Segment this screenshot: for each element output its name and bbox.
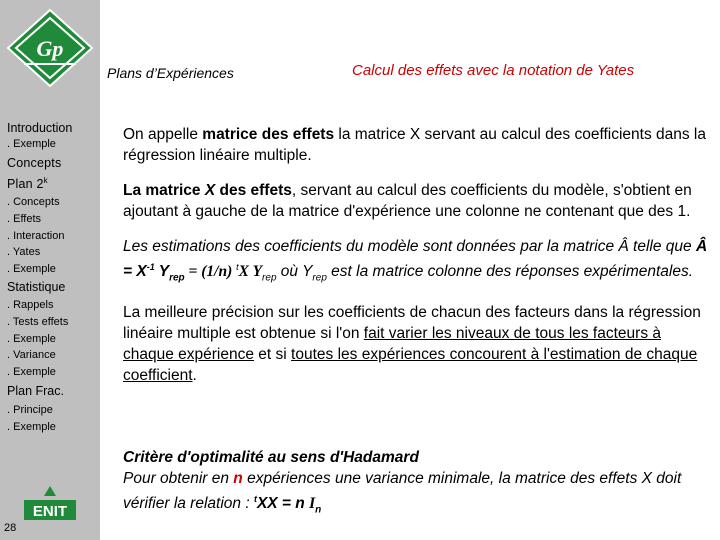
page-number: 28 — [4, 522, 17, 534]
paragraph-precision: La meilleure précision sur les coefficients de chacun des facteurs dans la régression linéaire multiple est obtenue si l'on fait varier les niveaux de tous les facteurs à chaque expérience et si toutes les expériences concourent à l'estimation de chaque coefficient. — [123, 304, 701, 385]
sidebar-item-plan-frac[interactable]: Plan Frac. — [7, 383, 64, 398]
sidebar-item-introduction[interactable]: Introduction — [7, 121, 73, 135]
sidebar-item-concepts[interactable]: . Concepts — [7, 195, 60, 208]
sidebar-item-exemple[interactable]: . Exemple — [7, 420, 56, 433]
sidebar-item-concepts-title[interactable]: Concepts — [7, 155, 62, 170]
paragraph-estimations: Les estimations des coefficients du modèle sont données par la matrice Â telle que Â = $X^{-1}$ $Y_{rep} = (1/n)$ $^t$X $Y_{rep}$ où $Y_{rep}$ est la matrice colonne des réponses expérimentales. — [123, 238, 708, 284]
sidebar — [0, 0, 100, 540]
sidebar-item-plan-2k[interactable]: Plan 2$^k$ — [7, 175, 48, 191]
svg-text:Gp: Gp — [36, 36, 64, 61]
sidebar-item-exemple[interactable]: . Exemple — [7, 366, 56, 379]
svg-text:ENIT: ENIT — [32, 503, 68, 520]
header-title-right: Calcul des effets avec la notation de Yates — [352, 62, 635, 79]
sidebar-item-rappels[interactable]: . Rappels — [7, 298, 54, 311]
sidebar-item-exemple[interactable]: . Exemple — [7, 332, 56, 345]
sidebar-item-effets[interactable]: . Effets — [7, 212, 42, 225]
sidebar-item-exemple[interactable]: . Exemple — [7, 263, 56, 276]
slide-content — [123, 124, 713, 516]
enit-logo — [22, 486, 78, 522]
sidebar-item-statistique[interactable]: Statistique — [7, 279, 66, 294]
hadamard-title: Critère d'optimalité au sens d'Hadamard — [123, 449, 419, 466]
sidebar-nav — [7, 120, 99, 436]
plan-2k-exponent: k — [43, 175, 48, 185]
sidebar-item-yates[interactable]: . Yates — [7, 246, 41, 259]
sidebar-item-interaction[interactable]: . Interaction — [7, 229, 65, 242]
sidebar-item-tests-effets[interactable]: . Tests effets — [7, 315, 69, 328]
gp-logo — [6, 8, 94, 88]
paragraph-matrice-effets: On appelle matrice des effets la matrice X servant au calcul des coefficients dans la régression linéaire multiple. — [123, 126, 706, 164]
paragraph-hadamard: Critère d'optimalité au sens d'Hadamard Pour obtenir en n expériences une variance minimale, la matrice des effets X doit vérifier la relation : $^t$XX = n $I_n$ — [123, 449, 682, 516]
sidebar-item-principe[interactable]: . Principe — [7, 403, 53, 416]
sidebar-item-variance[interactable]: . Variance — [7, 349, 56, 362]
paragraph-matrice-x: La matrice X des effets, servant au calcul des coefficients du modèle, s'obtient en ajoutant à gauche de la matrice d'expérience une colonne ne contenant que des 1. — [123, 182, 692, 220]
header-title-left: Plans d’Expériences — [107, 65, 234, 81]
sidebar-item-exemple[interactable]: . Exemple — [7, 138, 56, 150]
